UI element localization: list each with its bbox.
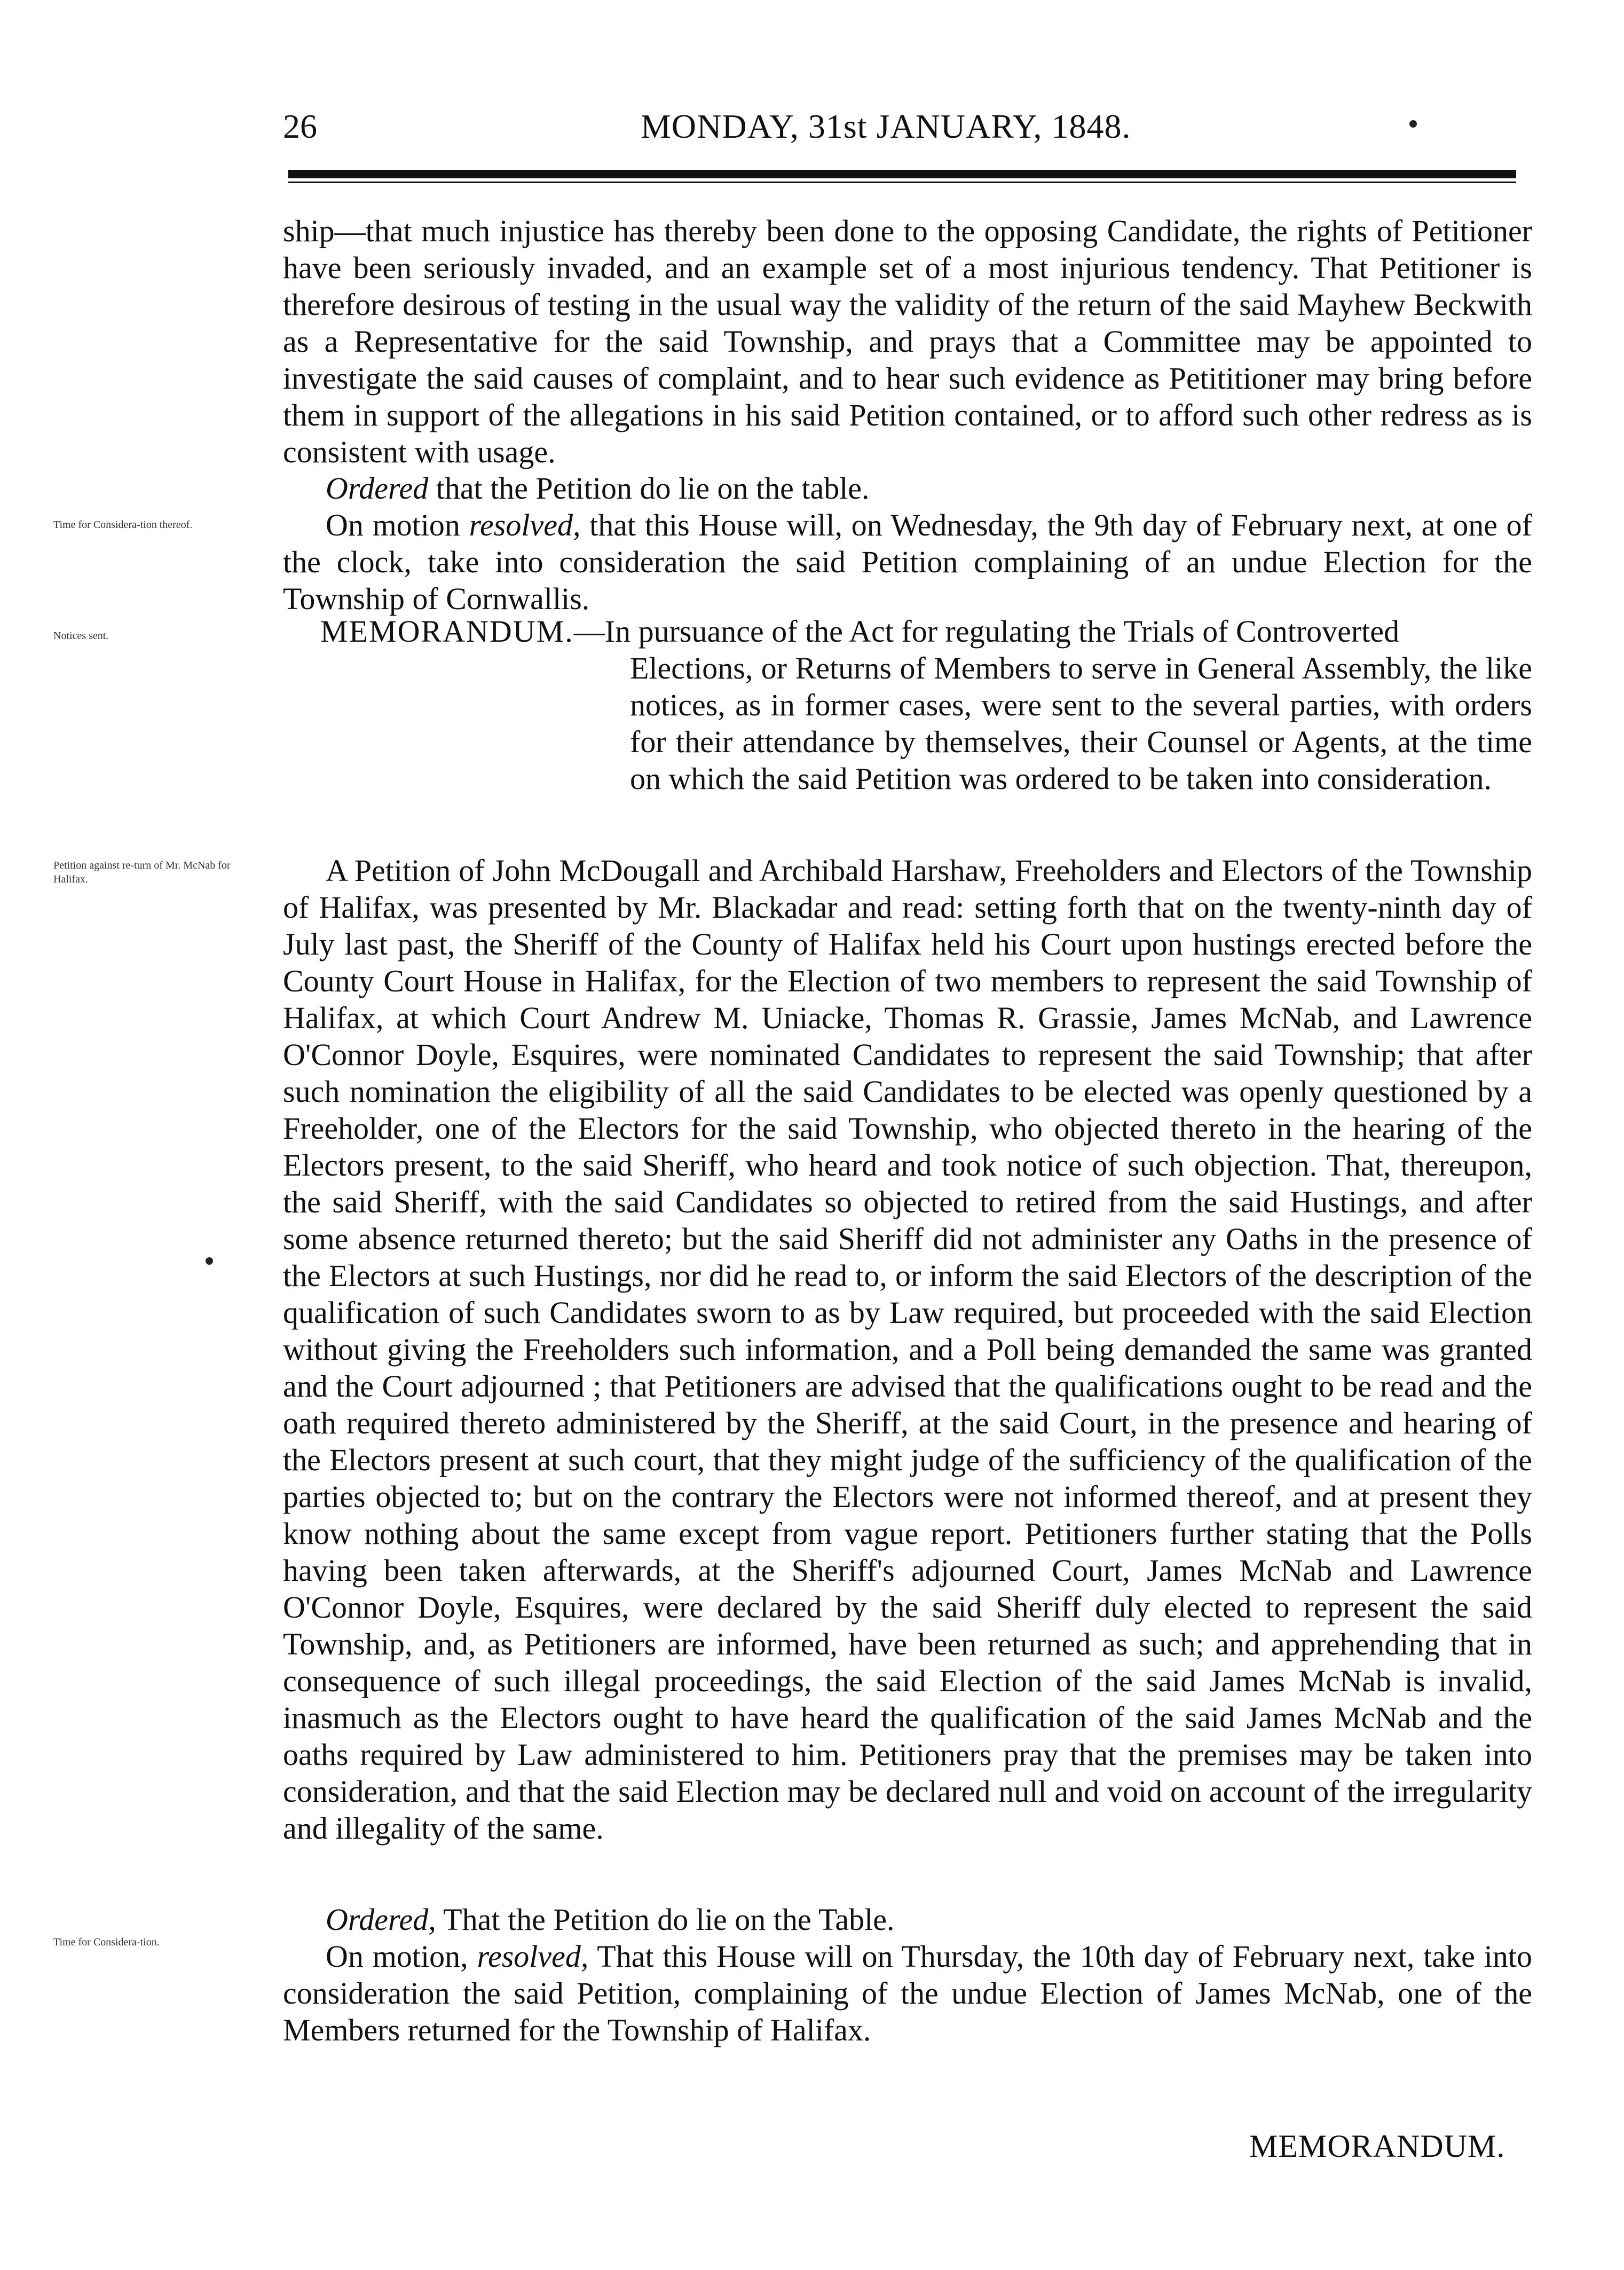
petition-paragraph: A Petition of John McDougall and Archibald Harshaw, Freeholders and Electors of the Township of Halifax, was presented by Mr. Blackadar and read: setting forth that on the twenty-ninth day of July last past, the Sheriff of the County of Halifax held his Court upon hustings erected before the County Court House in Halifax, for the Election of two members to represent the said Township of Halifax, at which Court Andrew M. Uniacke, Thomas R. Grassie, James McNab, and Lawrence O'Connor Doyle, Esquires, were nominated Candidates to represent the said Township; that after such nomination the eligibility of all the said Candidates to be elected was openly questioned by a Freeholder, one of the Electors for the said Township, who objected thereto in the hearing of the Electors present, to the said Sheriff, who heard and took notice of such objection. That, thereupon, the said Sheriff, with the said Candidates so objected to retired from the said Hustings, and after some absence returned thereto; but the said Sheriff did not administer any Oaths in the presence of the Electors at such Hustings, nor did he read to, or inform the said Electors of the description of the qualification of such Candidates sworn to as by Law required, but proceeded with the said Election without giving the Freeholders such information, and a Poll being demanded the same was granted and the Court adjourned ; that Petitioners are advised that the qualifications ought to be read and the oath required thereto administered by the Sheriff, at the said Court, in the presence and hearing of the Electors present at such court, that they might judge of the sufficiency of the qualification of the parties objected to; but on the contrary the Electors were not informed thereof, and at present they know nothing about the same except from vague report. Petitioners further stating that the Polls having been taken afterwards, at the Sheriff's adjourned Court, James McNab and Lawrence O'Connor Doyle, Esquires, were declared by the said Sheriff duly elected to represent the said Township, and, as Petitioners are informed, have been returned as such; and apprehending that in consequence of such illegal proceedings, the said Election of the said James McNab is invalid, inasmuch as the Electors ought to have heard the qualification of the said James McNab and the oaths required by Law administered to him. Petitioners pray that the premises may be taken into consideration, and that the said Election may be declared null and void on account of the irregularity and illegality of the same. (283, 853, 1532, 1846)
ordered-text: that the Petition do lie on the table. (428, 471, 870, 506)
catchword: MEMORANDUM. (1249, 2129, 1505, 2164)
resolution-paragraph-1 (283, 507, 1532, 617)
ordered-text-2: That the Petition do lie on the Table. (436, 1902, 895, 1937)
margin-note-petition-against-return: Petition against re-turn of Mr. McNab for Halifax. (53, 860, 231, 885)
margin-note-time-consideration: Time for Considera-tion thereof. (53, 519, 193, 531)
margin-note-notices-sent: Notices sent. (53, 630, 109, 642)
ordered-label: Ordered (326, 471, 429, 506)
header-rule-thin (288, 182, 1516, 183)
print-speck (206, 1257, 213, 1265)
resolution-lead-2: On motion, (326, 1939, 477, 1974)
resolution-lead: On motion (326, 508, 469, 542)
header-rule-thick (288, 170, 1516, 178)
resolution-text: that this House will, on Wednesday, the 9th day of February next, at one of the clock, take into consideration the said Petition complaining of an undue Election for the Township of Cornwallis. (283, 508, 1532, 616)
memorandum-label: MEMORANDUM. (320, 614, 574, 649)
memorandum-lead (320, 613, 1532, 650)
running-head: MONDAY, 31st JANUARY, 1848. (641, 107, 1131, 145)
margin-note-time-consideration-2: Time for Considera-tion. (53, 1936, 160, 1948)
ordered-paragraph-2 (283, 1901, 1532, 1938)
page-number: 26 (283, 107, 317, 145)
ordered-label-2: Ordered, (326, 1902, 436, 1937)
resolution-paragraph-2 (283, 1938, 1532, 2048)
ordered-paragraph-1 (283, 470, 1532, 507)
memorandum-first-line: —In pursuance of the Act for regulating the Trials of Controverted (573, 614, 1400, 649)
paragraph-continuation: ship—that much injustice has thereby been done to the opposing Candidate, the rights of Petitioner have been seriously invaded, and an example set of a most injurious tendency. That Petitioner is therefore desirous of testing in the usual way the validity of the return of the said Mayhew Beckwith as a Representative for the said Township, and prays that a Committee may be appointed to investigate the said causes of complaint, and to hear such evidence as Petititioner may bring before them in support of the allegations in his said Petition contained, or to afford such other redress as is consistent with usage. (283, 214, 1532, 469)
print-speck (1409, 120, 1417, 128)
resolution-text-2: That this House will on Thursday, the 10th day of February next, take into consideration the said Petition, complaining of the undue Election of James McNab, one of the Members returned for the Township of Halifax. (283, 1939, 1532, 2047)
memorandum-body: Elections, or Returns of Members to serve in General Assembly, the like notices, as in former cases, were sent to the several parties, with orders for their attendance by themselves, their Counsel or Agents, at the time on which the said Petition was ordered to be taken into consideration. (630, 651, 1532, 796)
resolved-label: resolved, (469, 508, 581, 542)
resolved-label-2: resolved, (477, 1939, 589, 1974)
